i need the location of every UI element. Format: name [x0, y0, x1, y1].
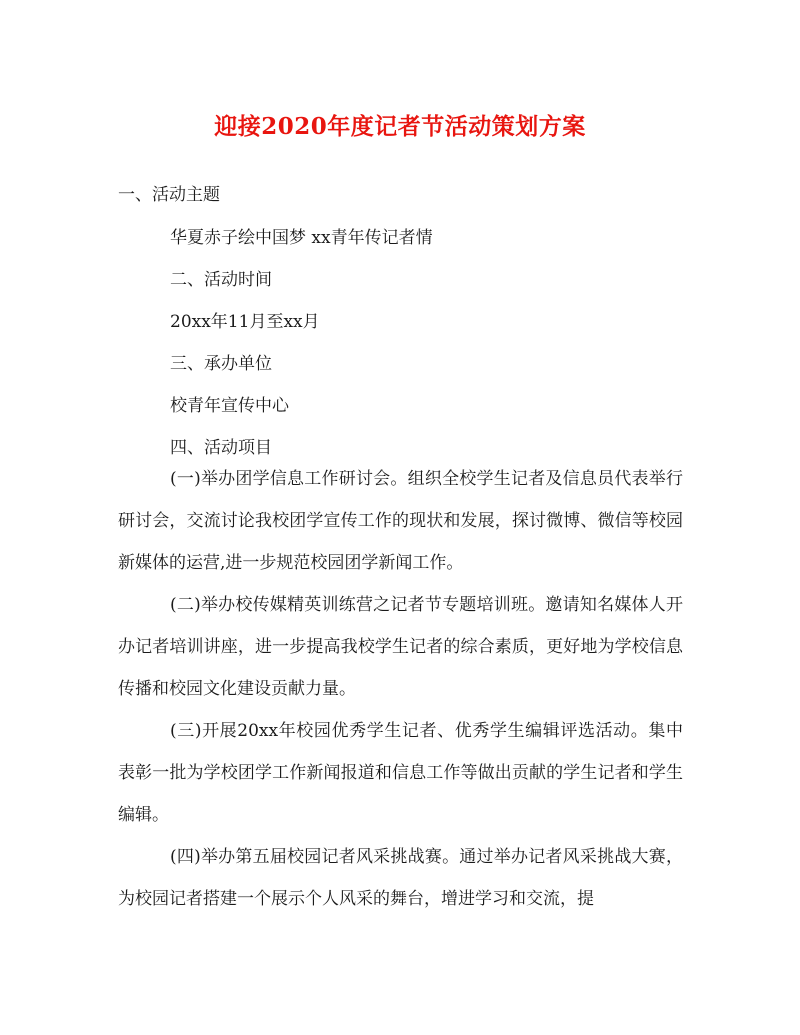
theme-text: 华夏赤子绘中国梦 xx青年传记者情: [170, 228, 433, 248]
project-item-4: (四)举办第五届校园记者风采挑战赛。通过举办记者风采挑战大赛，为校园记者搭建一个展示个人风采的舞台，增进学习和交流，提: [118, 847, 683, 909]
section-heading-theme: 一、活动主题: [118, 185, 220, 205]
document-title: 迎接2020年度记者节活动策划方案: [214, 113, 586, 140]
project-item-2: (二)举办校传媒精英训练营之记者节专题培训班。邀请知名媒体人开办记者培训讲座，进一步提高我校学生记者的综合素质，更好地为学校信息传播和校园文化建设贡献力量。: [118, 595, 683, 699]
organizer-text: 校青年宣传中心: [170, 396, 289, 416]
section-heading-projects: 四、活动项目: [170, 438, 272, 458]
time-text: 20xx年11月至xx月: [170, 312, 320, 332]
project-item-3: (三)开展20xx年校园优秀学生记者、优秀学生编辑评选活动。集中表彰一批为学校团学工作新闻报道和信息工作等做出贡献的学生记者和学生编辑。: [118, 721, 683, 825]
section-heading-organizer: 三、承办单位: [170, 354, 272, 374]
project-item-1: (一)举办团学信息工作研讨会。组织全校学生记者及信息员代表举行研讨会，交流讨论我校团学宣传工作的现状和发展，探讨微博、微信等校园新媒体的运营,进一步规范校园团学新闻工作。: [118, 469, 683, 573]
section-heading-time: 二、活动时间: [170, 270, 272, 290]
